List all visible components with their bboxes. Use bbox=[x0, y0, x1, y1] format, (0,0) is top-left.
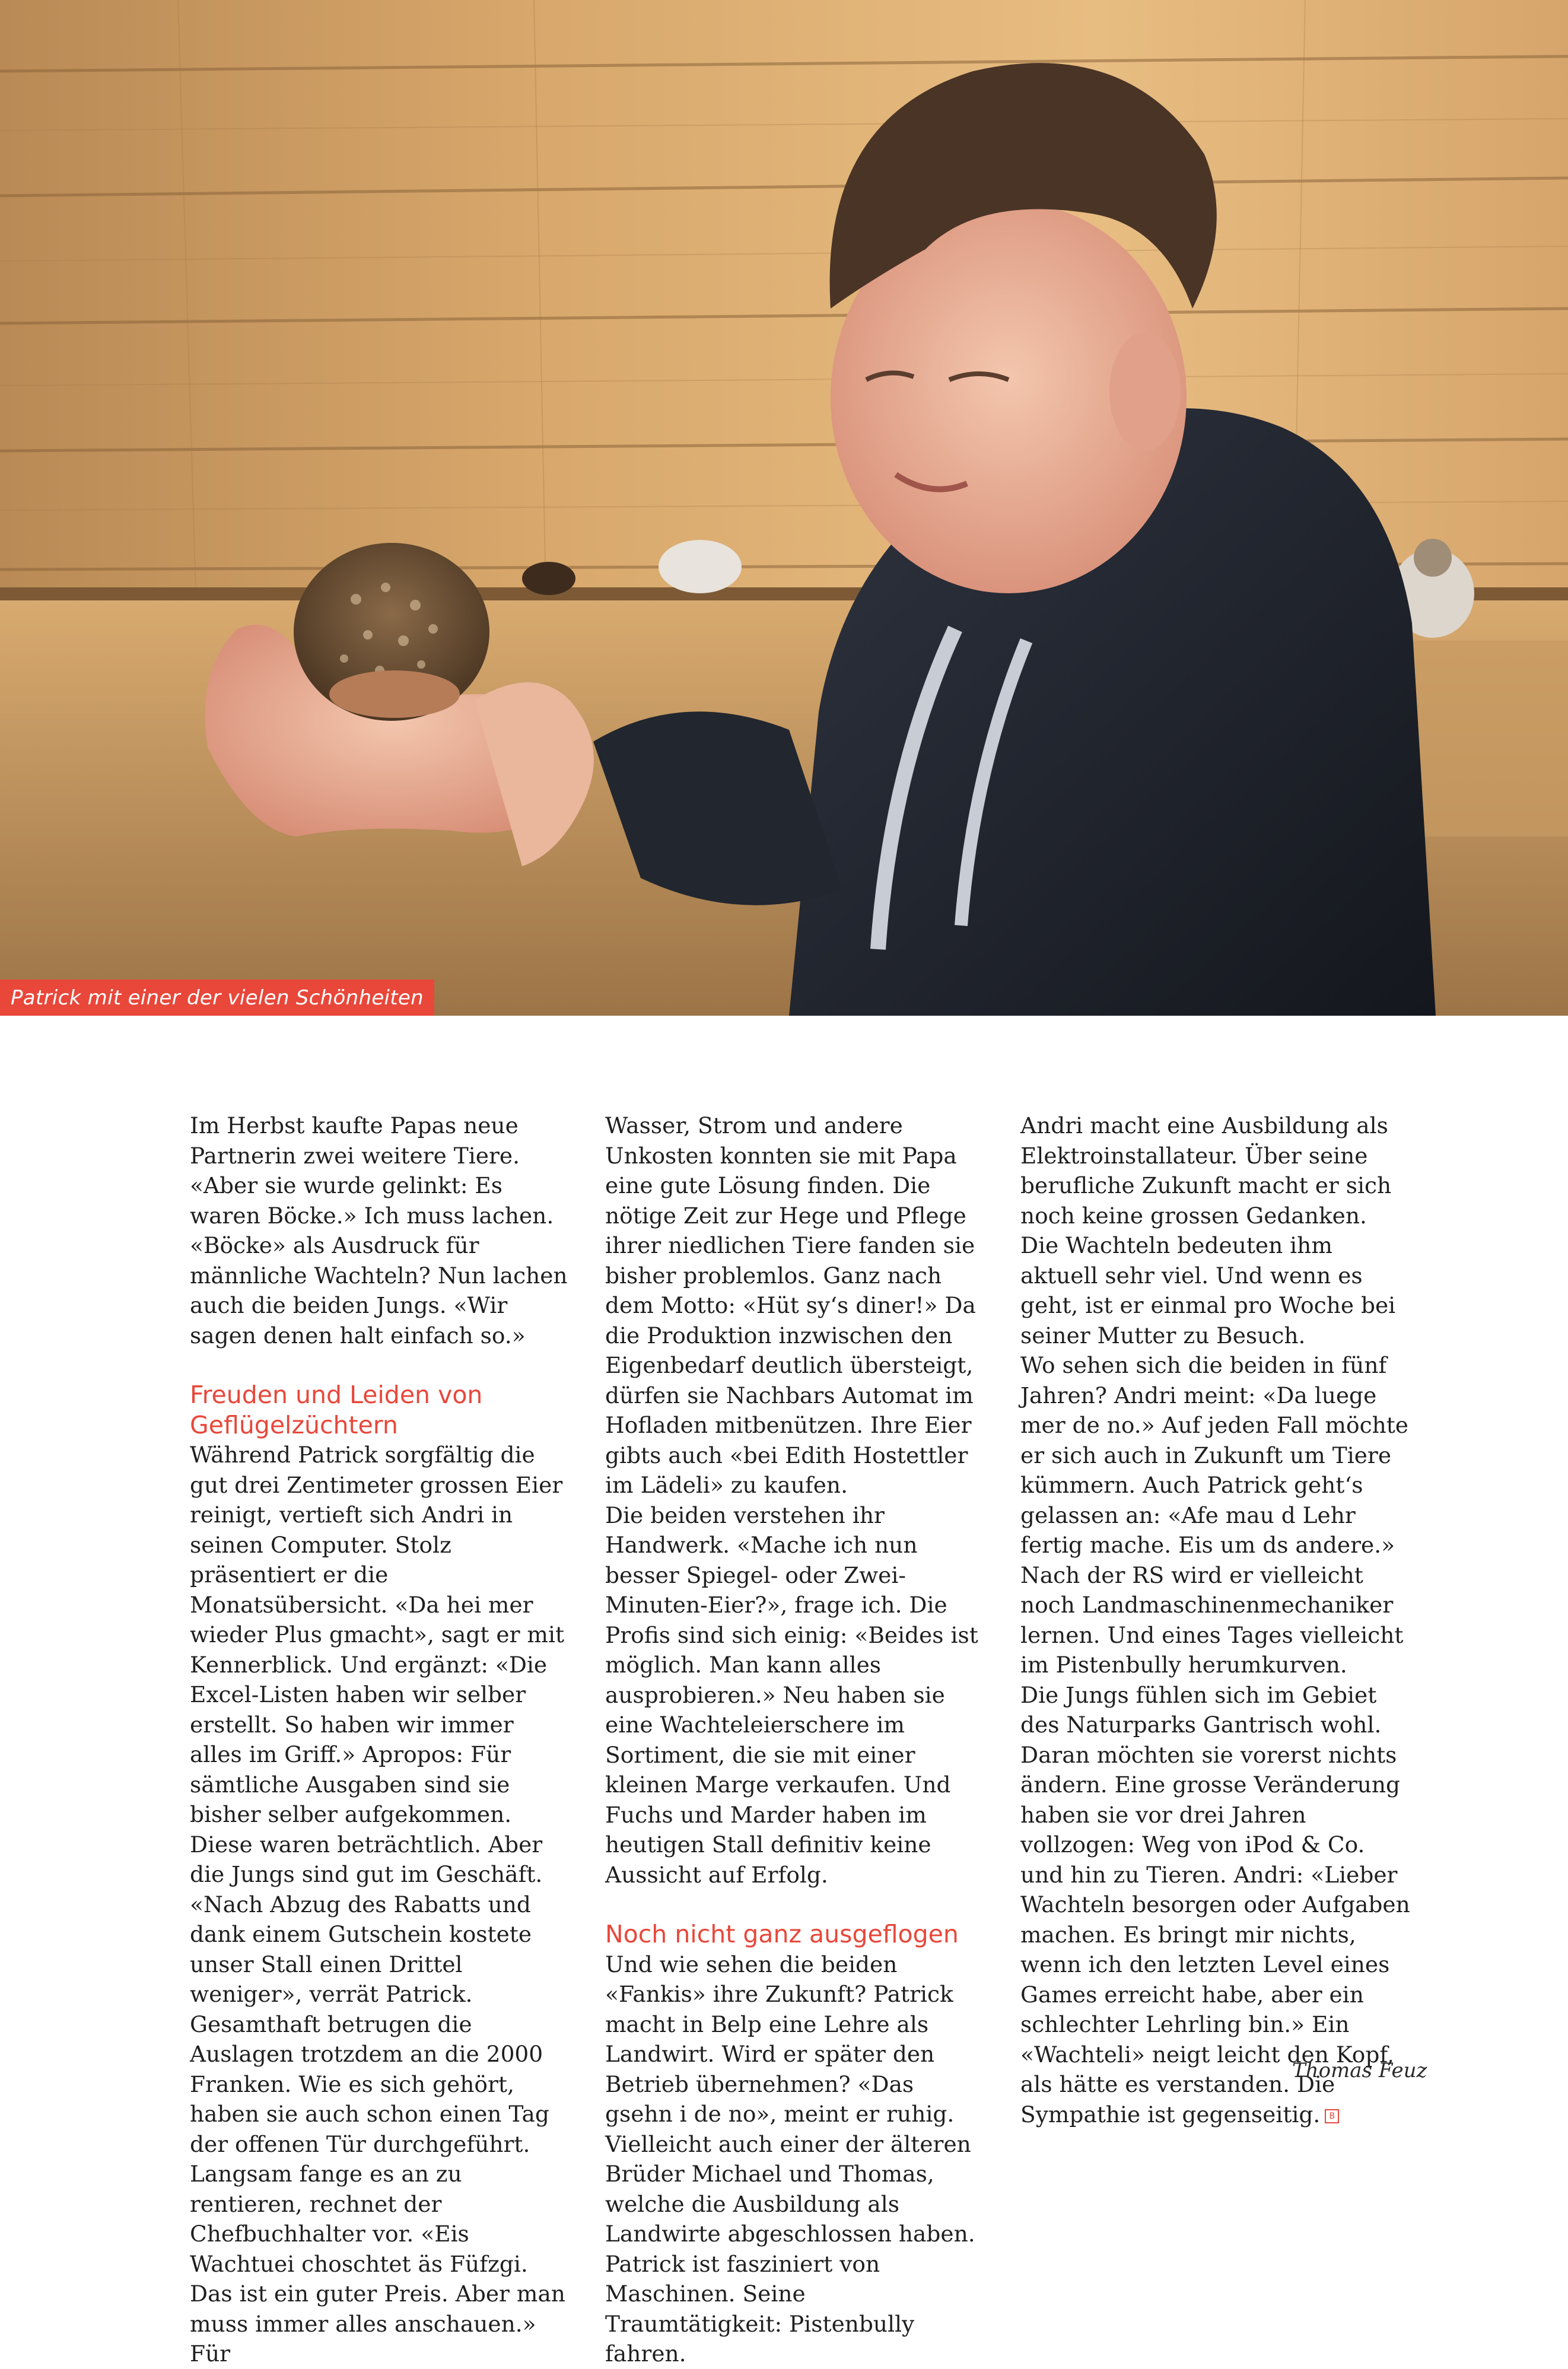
article-column-3 bbox=[1020, 1111, 1412, 2129]
paragraph: Langsam fange es an zu rentieren, rechnet der Chefbuchhalter vor. «Eis Wachtuei choschtet äs Füfzgi. Das ist ein guter Preis. Aber man muss immer alles anschauen.» Für bbox=[190, 2161, 565, 2367]
paragraph-text: Die Jungs fühlen sich im Gebiet des Naturparks Gantrisch wohl. Daran möchten sie vorerst nichts ändern. Eine grosse Veränderung haben sie vor drei Jahren vollzogen: Weg von iPod & Co. und hin zu Tieren. Andri: «Lieber Wachteln besorgen oder Aufgaben machen. Es bringt mir nichts, wenn ich den letzten Level eines Games erreicht habe, aber ein schlechter Lehrling bin.» Ein «Wachteli» neigt leicht den Kopf, als hätte es verstanden. Die Sympathie ist gegenseitig. bbox=[1020, 1681, 1410, 2128]
paragraph: Andri macht eine Ausbildung als Elektroinstallateur. Über seine berufliche Zukunft macht er sich noch keine grossen Gedanken. Die Wachteln bedeuten ihm aktuell sehr viel. Und wenn es geht, ist er einmal pro Woche bei seiner Mutter zu Besuch. bbox=[1020, 1112, 1396, 1349]
author-byline: Thomas Feuz bbox=[1292, 2059, 1427, 2082]
article-column-1 bbox=[190, 1111, 570, 2369]
article-column-2 bbox=[605, 1111, 985, 2369]
paragraph: Wo sehen sich die beiden in fünf Jahren? Andri meint: «Da luege mer de no.» Auf jeden Fall möchte er sich auch in Zukunft um Tiere kümmern. Auch Patrick geht‘s gelassen an: «Afe mau d Lehr fertig mache. Eis um ds andere.» Nach der RS wird er vielleicht noch Landmaschinenmechaniker lernen. Und eines Tages vielleicht im Pistenbully herumkurven. bbox=[1020, 1352, 1408, 1678]
paragraph: Wasser, Strom und andere Unkosten konnten sie mit Papa eine gute Lösung finden. Die nötige Zeit zur Hege und Pflege ihrer niedlichen Tiere fanden sie bisher problemlos. Ganz nach dem Motto: «Hüt sy‘s diner!» Da die Produktion inzwischen den Eigenbedarf deutlich übersteigt, dürfen sie Nachbars Automat im Hofladen mitbenützen. Ihre Eier gibts auch «bei Edith Hostettler im Lädeli» zu kaufen. bbox=[605, 1112, 976, 1498]
photo-caption: Patrick mit einer der vielen Schönheiten bbox=[0, 980, 434, 1016]
paragraph: Im Herbst kaufte Papas neue Partnerin zwei weitere Tiere. «Aber sie wurde gelinkt: Es waren Böcke.» Ich muss lachen. «Böcke» als Ausdruck für männliche Wachteln? Nun lachen auch die beiden Jungs. «Wir sagen denen halt einfach so.» bbox=[190, 1112, 568, 1349]
article-photo bbox=[0, 0, 1568, 1016]
subheading: Noch nicht ganz ausgeflogen bbox=[605, 1920, 959, 1948]
paragraph: Und wie sehen die beiden «Fankis» ihre Zukunft? Patrick macht in Belp eine Lehre als Landwirt. Wird er später den Betrieb übernehmen? «Das gsehn i de no», meint er ruhig. Vielleicht auch einer der älteren Brüder Michael und Thomas, welche die Ausbildung als Landwirte abgeschlossen haben. Patrick ist fasziniert von Maschinen. Seine Traumtätigkeit: Pistenbully fahren. bbox=[605, 1951, 975, 2367]
subheading: Freuden und Leiden von Geflügelzüchtern bbox=[190, 1381, 483, 1439]
paragraph: Während Patrick sorgfältig die gut drei Zentimeter grossen Eier reinigt, vertieft sich Andri in seinen Computer. Stolz präsentiert er die Monatsübersicht. «Da hei mer wieder Plus gmacht», sagt er mit Kennerblick. Und ergänzt: «Die Excel-Listen haben wir selber erstellt. So haben wir immer alles im Griff.» Apropos: Für sämtliche Ausgaben sind sie bisher selber aufgekommen. Diese waren beträchtlich. Aber die Jungs sind gut im Geschäft. «Nach Abzug des Rabatts und dank einem Gutschein kostete unser Stall einen Drittel weniger», verrät Patrick. Gesamthaft betrugen die Auslagen trotzdem an die 2000 Franken. Wie es sich gehört, haben sie auch schon einen Tag der offenen Tür durchgeführt. bbox=[190, 1442, 565, 2157]
paragraph: Die beiden verstehen ihr Handwerk. «Mache ich nun besser Spiegel- oder Zwei-Minuten-Eier?», frage ich. Die Profis sind sich einig: «Beides ist möglich. Man kann alles ausprobieren.» Neu haben sie eine Wachteleierschere im Sortiment, die sie mit einer kleinen Marge verkaufen. Und Fuchs und Marder haben im heutigen Stall definitiv keine Aussicht auf Erfolg. bbox=[605, 1502, 978, 1888]
end-mark-icon: B bbox=[1325, 2109, 1339, 2123]
